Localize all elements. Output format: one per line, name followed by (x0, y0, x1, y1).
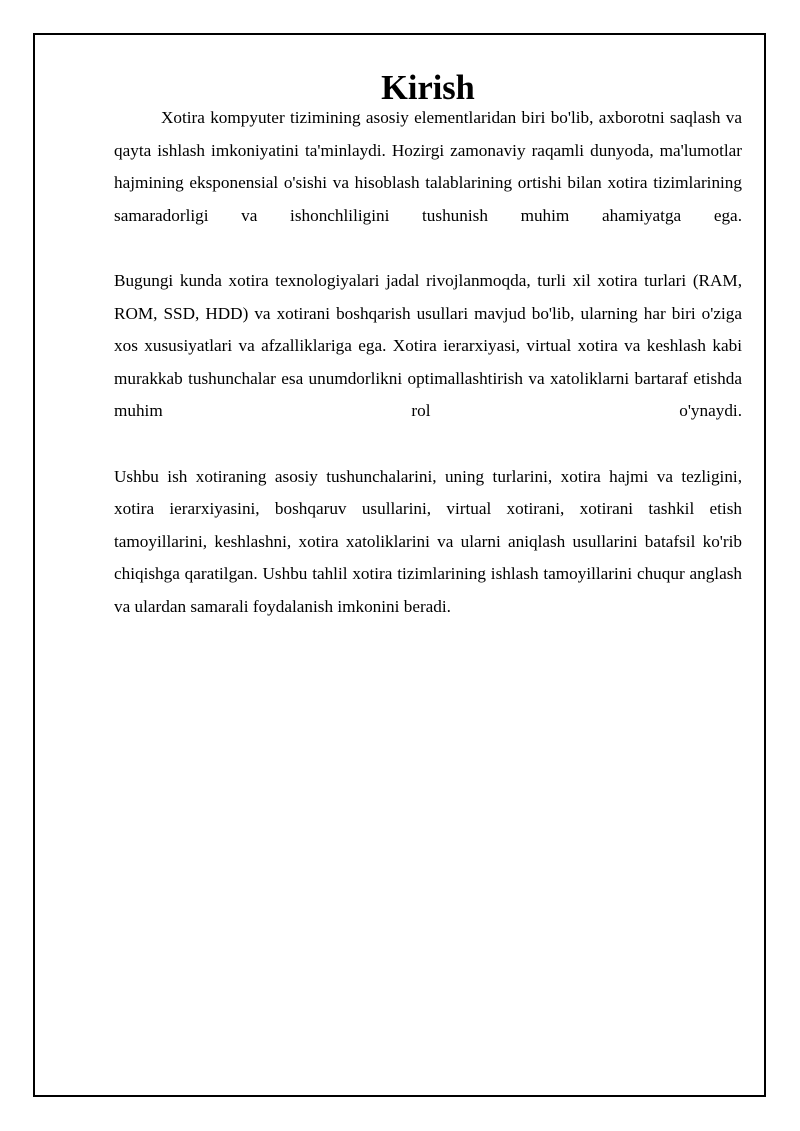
document-title: Kirish (381, 69, 475, 107)
paragraph-intro: Xotira kompyuter tizimining asosiy elementlaridan biri bo'lib, axborotni saqlash va qayta ishlash imkoniyatini ta'minlaydi. Hozirgi zamonaviy raqamli dunyoda, ma'lumotlar hajmining eksponensial o'sishi va hisoblash talablarining ortishi bilan xotira tizimlarining samaradorligi va ishonchliligini tushunish muhim ahamiyatga ega. (114, 108, 742, 225)
paragraph-technologies: Bugungi kunda xotira texnologiyalari jadal rivojlanmoqda, turli xil xotira turlari (RAM, ROM, SSD, HDD) va xotirani boshqarish usullari mavjud bo'lib, ularning har biri o'ziga xos xususiyatlari va afzalliklariga ega. Xotira ierarxiyasi, virtual xotira va keshlash kabi murakkab tushunchalar esa unumdorlikni optimallashtirish va xatoliklarni bartaraf etishda muhim rol o'ynaydi. (114, 270, 742, 421)
paragraph-gap (114, 428, 742, 461)
paragraph-scope: Ushbu ish xotiraning asosiy tushunchalarini, uning turlarini, xotira hajmi va tezligini, xotira ierarxiyasini, boshqaruv usullarini, virtual xotirani, xotirani tashkil etish tamoyillarini, keshlashni, xotira xatoliklarini va ularni aniqlash usullarini batafsil ko'rib chiqishga qaratilgan. Ushbu tahlil xotira tizimlarining ishlash tamoyillarini chuqur anglash va ulardan samarali foydalanish imkonini beradi. (114, 466, 742, 616)
document-body (114, 69, 742, 624)
paragraph-gap (114, 232, 742, 265)
